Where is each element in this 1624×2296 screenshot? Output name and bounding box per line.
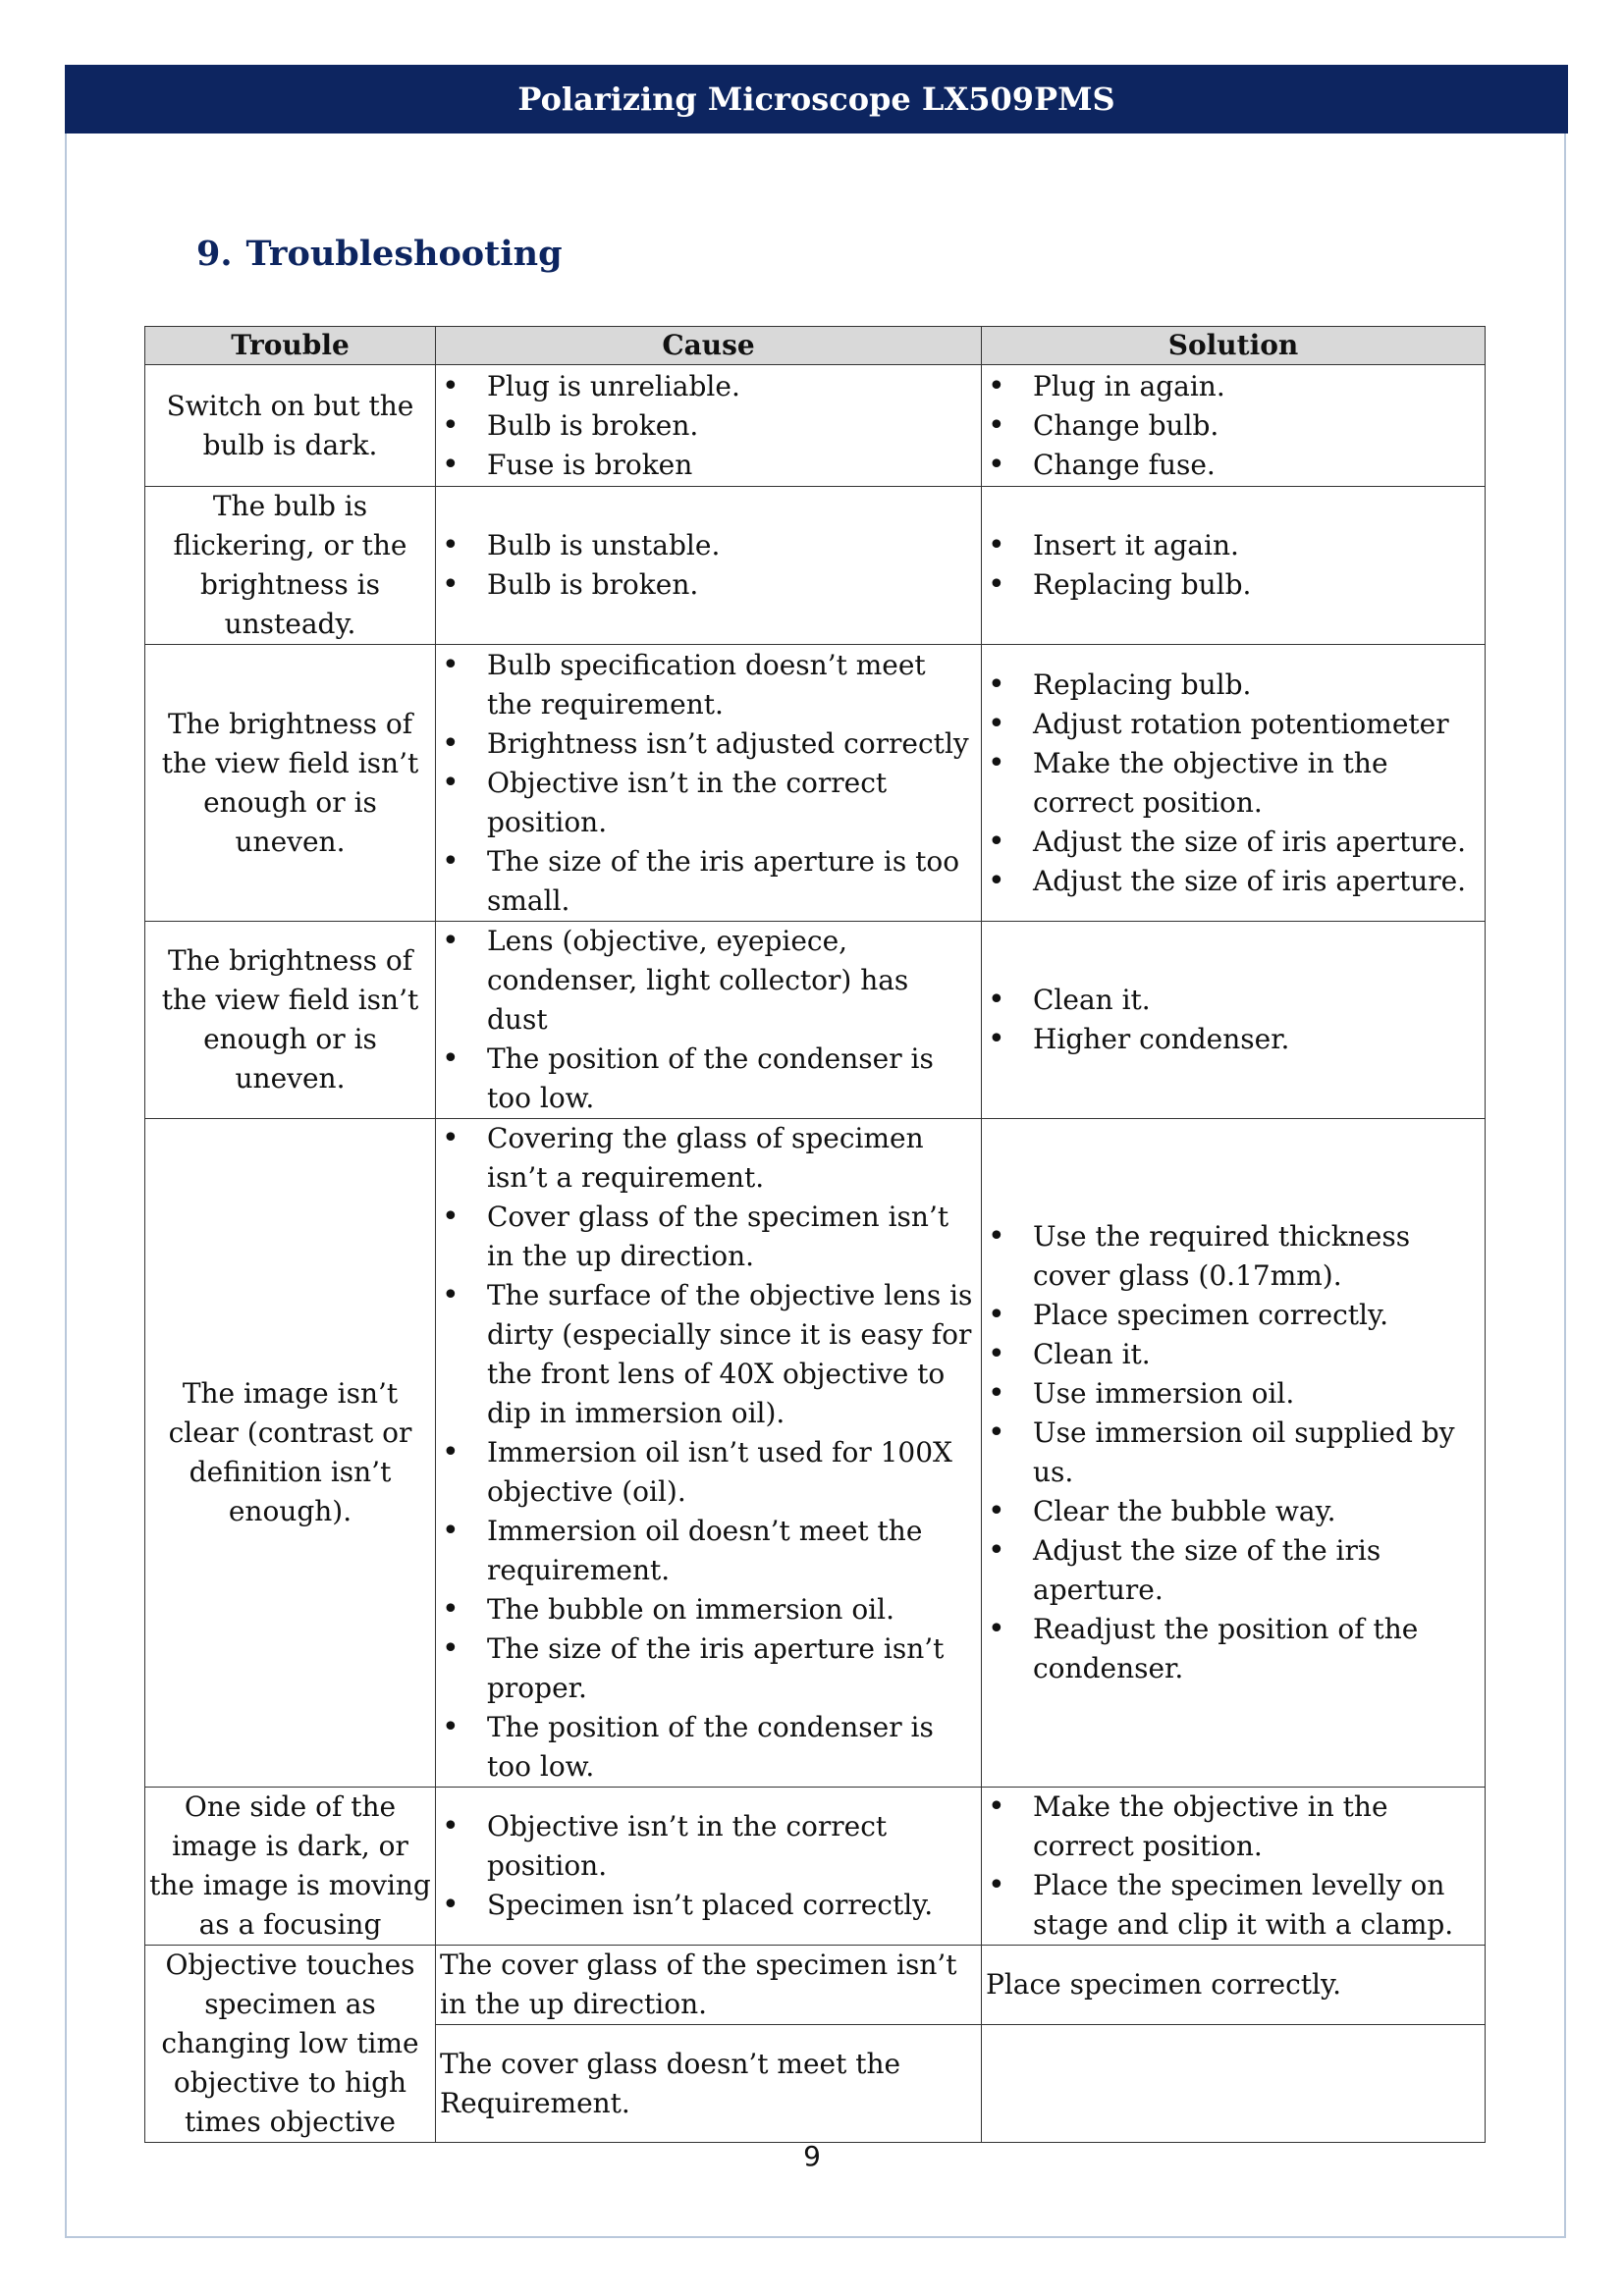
cause-item: • Fuse is broken xyxy=(440,446,977,485)
solution-cell xyxy=(982,645,1486,922)
solution-item: • Adjust the size of iris aperture. xyxy=(986,862,1481,901)
cause-item: • Bulb is broken. xyxy=(440,406,977,446)
trouble-cell: The bulb is flickering, or the brightness is unsteady. xyxy=(145,487,436,645)
trouble-cell: The brightness of the view field isn’t enough or is uneven. xyxy=(145,922,436,1119)
cause-item: • Brightness isn’t adjusted correctly xyxy=(440,724,977,764)
solution-cell xyxy=(982,1788,1486,1946)
column-header-cause: Cause xyxy=(436,327,982,365)
table-header-row xyxy=(145,327,1486,365)
cause-item: • The size of the iris aperture isn’t proper. xyxy=(440,1629,977,1708)
solution-item: • Replacing bulb. xyxy=(986,666,1481,705)
solution-item: • Adjust the size of the iris aperture. xyxy=(986,1531,1481,1610)
table-row xyxy=(145,645,1486,922)
solution-item: • Adjust rotation potentiometer xyxy=(986,705,1481,744)
solution-item: • Readjust the position of the condenser. xyxy=(986,1610,1481,1688)
column-header-solution: Solution xyxy=(982,327,1486,365)
cause-cell xyxy=(436,922,982,1119)
cause-item: • Plug is unreliable. xyxy=(440,367,977,406)
solution-item: • Higher condenser. xyxy=(986,1020,1481,1059)
solution-item: • Change fuse. xyxy=(986,446,1481,485)
cause-cell xyxy=(436,1119,982,1788)
solution-cell xyxy=(982,487,1486,645)
cause-list xyxy=(440,526,977,605)
section-heading xyxy=(196,234,563,274)
cause-item: • Objective isn’t in the correct position. xyxy=(440,1807,977,1886)
solution-item: • Make the objective in the correct position. xyxy=(986,1788,1481,1866)
solution-item: • Replacing bulb. xyxy=(986,565,1481,605)
cause-list xyxy=(440,367,977,485)
cause-list xyxy=(440,922,977,1118)
solution-item: • Make the objective in the correct position. xyxy=(986,744,1481,823)
page-number: 9 xyxy=(803,2140,821,2172)
cause-item: • Covering the glass of specimen isn’t a requirement. xyxy=(440,1119,977,1198)
solution-item: • Clear the bubble way. xyxy=(986,1492,1481,1531)
solution-list xyxy=(986,1788,1481,1945)
cause-cell xyxy=(436,645,982,922)
cause-item: • The surface of the objective lens is dirty (especially since it is easy for the front lens of 40X objective to dip in immersion oil). xyxy=(440,1276,977,1433)
solution-item: • Change bulb. xyxy=(986,406,1481,446)
solution-item: • Insert it again. xyxy=(986,526,1481,565)
solution-cell xyxy=(982,922,1486,1119)
table-row-last-a xyxy=(145,1946,1486,2025)
cause-cell xyxy=(436,1788,982,1946)
solution-item: • Place specimen correctly. xyxy=(986,1296,1481,1335)
cause-item: • Bulb specification doesn’t meet the requirement. xyxy=(440,646,977,724)
table-row xyxy=(145,922,1486,1119)
solution-item: • Use immersion oil. xyxy=(986,1374,1481,1414)
cause-list xyxy=(440,1807,977,1925)
cause-cell xyxy=(436,487,982,645)
cause-item: • The bubble on immersion oil. xyxy=(440,1590,977,1629)
solution-item: • Use the required thickness cover glass (0.17mm). xyxy=(986,1217,1481,1296)
cause-item: • Cover glass of the specimen isn’t in the up direction. xyxy=(440,1198,977,1276)
section-title: Troubleshooting xyxy=(245,234,563,274)
cause-list xyxy=(440,1119,977,1787)
table-body xyxy=(145,365,1486,2143)
solution-list xyxy=(986,666,1481,901)
cause-list xyxy=(440,646,977,921)
table-row xyxy=(145,487,1486,645)
cause-item: • Lens (objective, eyepiece, condenser, light collector) has dust xyxy=(440,922,977,1040)
solution-cell xyxy=(982,1119,1486,1788)
cause-item: • The size of the iris aperture is too small. xyxy=(440,842,977,921)
cause-item: • The position of the condenser is too low. xyxy=(440,1040,977,1118)
solution-cell: Place specimen correctly. xyxy=(982,1946,1486,2025)
table-row xyxy=(145,1119,1486,1788)
cause-cell xyxy=(436,365,982,487)
trouble-cell: The brightness of the view field isn’t enough or is uneven. xyxy=(145,645,436,922)
document-title: Polarizing Microscope LX509PMS xyxy=(517,80,1115,118)
solution-list xyxy=(986,1217,1481,1688)
column-header-trouble: Trouble xyxy=(145,327,436,365)
solution-item: • Place the specimen levelly on stage and clip it with a clamp. xyxy=(986,1866,1481,1945)
cause-cell: The cover glass doesn’t meet the Requirement. xyxy=(436,2025,982,2143)
trouble-cell: Objective touches specimen as changing low time objective to high times objective xyxy=(145,1946,436,2143)
trouble-cell: The image isn’t clear (contrast or definition isn’t enough). xyxy=(145,1119,436,1788)
solution-cell xyxy=(982,365,1486,487)
solution-item: • Use immersion oil supplied by us. xyxy=(986,1414,1481,1492)
solution-cell xyxy=(982,2025,1486,2143)
trouble-cell: One side of the image is dark, or the image is moving as a focusing xyxy=(145,1788,436,1946)
solution-list xyxy=(986,981,1481,1059)
document-header xyxy=(65,65,1568,133)
cause-item: • The position of the condenser is too low. xyxy=(440,1708,977,1787)
cause-item: • Immersion oil doesn’t meet the requirement. xyxy=(440,1512,977,1590)
cause-item: • Immersion oil isn’t used for 100X objective (oil). xyxy=(440,1433,977,1512)
solution-list xyxy=(986,367,1481,485)
section-number: 9. xyxy=(196,234,233,274)
solution-list xyxy=(986,526,1481,605)
cause-item: • Specimen isn’t placed correctly. xyxy=(440,1886,977,1925)
cause-item: • Bulb is broken. xyxy=(440,565,977,605)
cause-cell: The cover glass of the specimen isn’t in the up direction. xyxy=(436,1946,982,2025)
table-row xyxy=(145,1788,1486,1946)
trouble-cell: Switch on but the bulb is dark. xyxy=(145,365,436,487)
solution-item: • Adjust the size of iris aperture. xyxy=(986,823,1481,862)
solution-item: • Clean it. xyxy=(986,981,1481,1020)
cause-item: • Bulb is unstable. xyxy=(440,526,977,565)
table-row xyxy=(145,365,1486,487)
solution-item: • Plug in again. xyxy=(986,367,1481,406)
cause-item: • Objective isn’t in the correct position. xyxy=(440,764,977,842)
solution-item: • Clean it. xyxy=(986,1335,1481,1374)
troubleshooting-table xyxy=(144,326,1486,2143)
